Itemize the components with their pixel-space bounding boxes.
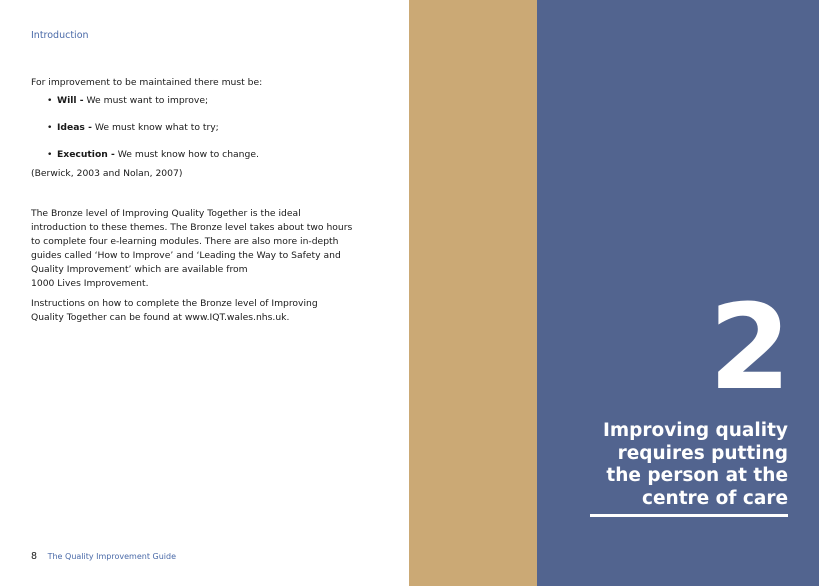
chapter-number: 2 [708,278,791,416]
footer-title: The Quality Improvement Guide [47,552,176,561]
bullet-text: We must know how to change. [114,149,259,160]
chapter-title-line: requires putting [617,442,788,464]
title-underline [590,514,788,517]
chapter-title-line: centre of care [642,487,788,509]
page-footer [31,551,176,562]
paragraph-line: to complete four e-learning modules. There are also more in-depth [31,236,339,247]
instructions-paragraph [31,297,361,325]
paragraph-line: Instructions on how to complete the Bronze level of Improving [31,298,318,309]
page-number: 8 [31,551,38,562]
left-page [0,0,409,586]
paragraph-line: The Bronze level of Improving Quality Together is the ideal [31,208,301,219]
citation: (Berwick, 2003 and Nolan, 2007) [31,168,183,179]
tan-color-band [409,0,537,586]
section-header: Introduction [31,30,89,41]
paragraph-line: guides called ‘How to Improve’ and ‘Leading the Way to Safety and [31,250,341,261]
bullet-text: We must want to improve; [83,95,209,106]
bullet-term: Will - [57,95,84,106]
paragraph-line: Quality Together can be found at www.IQT.wales.nhs.uk. [31,312,290,323]
list-item [47,94,367,121]
bullet-term: Ideas - [57,122,92,133]
chapter-title-line: Improving quality [603,420,788,441]
requirements-list [47,94,367,175]
chapter-title-line: the person at the [606,465,788,486]
paragraph-line: Quality Improvement’ which are available from [31,264,248,275]
paragraph-line: 1000 Lives Improvement. [31,278,149,289]
bronze-paragraph [31,207,361,291]
bullet-term: Execution - [57,149,115,160]
intro-text: For improvement to be maintained there must be: [31,77,263,88]
chapter-title [578,420,788,510]
list-item [47,121,367,148]
bullet-text: We must know what to try; [91,122,219,133]
paragraph-line: introduction to these themes. The Bronze level takes about two hours [31,222,353,233]
